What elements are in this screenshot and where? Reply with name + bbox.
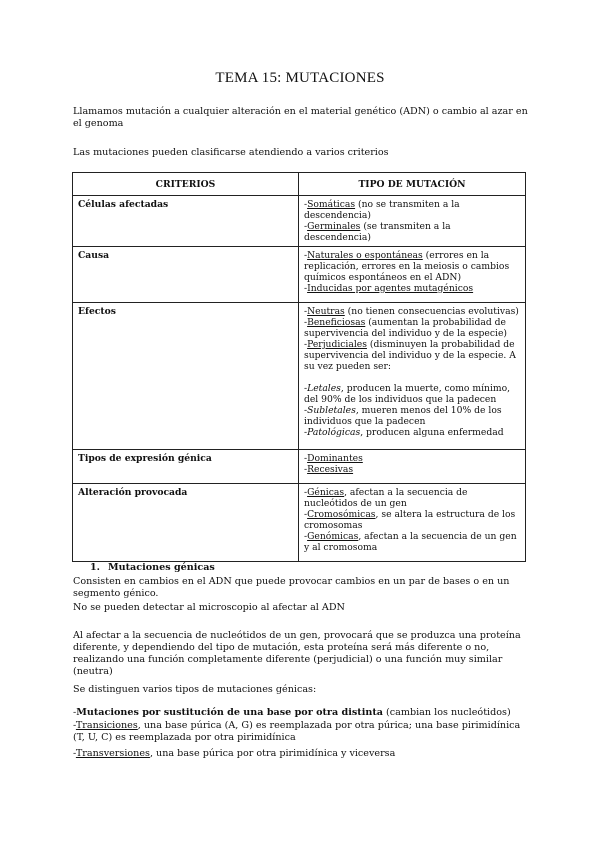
- tipo-cell: [298, 450, 525, 484]
- tipo-line: -Somáticas (no se transmiten a la descendencia): [303, 199, 460, 221]
- section-paragraph-2: No se pueden detectar al microscopio al afectar al ADN: [73, 602, 345, 613]
- criterio-cell: Alteración provocada: [73, 484, 299, 562]
- tipo-term: Perjudiciales: [307, 339, 367, 350]
- tipo-cell: [298, 196, 525, 247]
- criteria-table: [72, 172, 526, 562]
- sustitucion-desc: (cambian los nucleótidos): [382, 707, 511, 718]
- tipo-term: Neutras: [307, 306, 345, 317]
- tipo-cell: [298, 303, 525, 450]
- table-row: [73, 484, 526, 562]
- subtipo-term: Patológicas: [307, 427, 361, 438]
- subtipo-term: Letales: [307, 383, 341, 394]
- transversiones-line: -Transversiones, una base púrica por otra pirimidínica y viceversa: [73, 748, 396, 759]
- table-row: [73, 196, 526, 247]
- criterio-cell: Causa: [73, 247, 299, 303]
- transiciones-term: Transiciones: [75, 720, 138, 731]
- tipo-line: -Beneficiosas (aumentan la probabilidad de supervivencia del individuo y de la especie): [303, 317, 507, 339]
- criterio-cell: Tipos de expresión génica: [73, 450, 299, 484]
- transversiones-term: Transversiones: [75, 748, 150, 759]
- transiciones-line: -Transiciones, una base púrica (A, G) es reemplazada por otra púrica; una base pirimidínica (T, U, C) es reemplazada por otra pirimidínica: [73, 720, 521, 743]
- tipo-term: Inducidas por agentes mutagénicos: [307, 283, 474, 294]
- tipo-term: Dominantes: [307, 453, 363, 464]
- intro-paragraph: Llamamos mutación a cualquier alteración en el material genético (ADN) o cambio al azar en el genoma: [73, 106, 528, 129]
- tipo-term: Beneficiosas: [307, 317, 366, 328]
- tipo-desc: (no se transmiten a la descendencia): [303, 199, 460, 221]
- tipo-line: -Neutras (no tienen consecuencias evolutivas): [303, 306, 519, 317]
- tipo-term: Génicas: [307, 487, 345, 498]
- tipo-line: -Perjudiciales (disminuyen la probabilidad de supervivencia del individuo y de la especie. A su vez pueden ser:: [303, 339, 516, 372]
- section-paragraph-1: Consisten en cambios en el ADN que puede provocar cambios en un par de bases o en un segmento génico.: [73, 576, 510, 599]
- page-title: TEMA 15: MUTACIONES: [215, 70, 385, 86]
- tipo-line: -Dominantes: [303, 453, 363, 464]
- section-heading: [90, 562, 215, 573]
- tipo-line: -Inducidas por agentes mutagénicos: [303, 283, 474, 294]
- tipo-desc: , se altera la estructura de los cromosomas: [303, 509, 516, 531]
- subtipo-term: Subletales: [307, 405, 356, 416]
- subtipo-desc: , mueren menos del 10% de los individuos que la padecen: [303, 405, 502, 427]
- table-row: [73, 303, 526, 450]
- classify-paragraph: Las mutaciones pueden clasificarse atendiendo a varios criterios: [73, 147, 389, 158]
- tipo-term: Recesivas: [307, 464, 354, 475]
- tipo-line: -Génicas, afectan a la secuencia de nucleótidos de un gen: [303, 487, 468, 509]
- subtipo-desc: , producen alguna enfermedad: [360, 427, 504, 438]
- tipo-term: Genómicas: [307, 531, 359, 542]
- tipo-desc: (se transmiten a la descendencia): [303, 221, 451, 243]
- table-header-row: [73, 173, 526, 196]
- tipo-line: -Cromosómicas, se altera la estructura de los cromosomas: [303, 509, 516, 531]
- section-number: 1.: [90, 562, 101, 573]
- table-row: [73, 247, 526, 303]
- transversiones-desc: , una base púrica por otra pirimidínica y viceversa: [149, 748, 396, 759]
- section-paragraph-4: Se distinguen varios tipos de mutaciones génicas:: [73, 684, 317, 695]
- tipo-desc: , afectan a la secuencia de un gen y al cromosoma: [303, 531, 517, 553]
- tipo-desc: (disminuyen la probabilidad de supervivencia del individuo y de la especie. A su vez pueden ser:: [303, 339, 516, 372]
- subtipo-line: -Subletales, mueren menos del 10% de los individuos que la padecen: [303, 405, 502, 427]
- tipo-desc: (aumentan la probabilidad de supervivencia del individuo y de la especie): [303, 317, 507, 339]
- header-criterios: CRITERIOS: [73, 173, 299, 196]
- sustitucion-line: -Mutaciones por sustitución de una base por otra distinta (cambian los nucleótidos): [73, 707, 511, 718]
- tipo-cell: [298, 484, 525, 562]
- table-row: [73, 450, 526, 484]
- tipo-line: -Genómicas, afectan a la secuencia de un gen y al cromosoma: [303, 531, 517, 553]
- criterio-cell: Efectos: [73, 303, 299, 450]
- transiciones-desc: , una base púrica (A, G) es reemplazada por otra púrica; una base pirimidínica (T, U, C) es reemplazada por otra pirimidínica: [73, 720, 521, 743]
- tipo-line: -Naturales o espontáneas (errores en la replicación, errores en la meiosis o cambios químicos espontáneos en el ADN): [303, 250, 510, 283]
- criterio-cell: Células afectadas: [73, 196, 299, 247]
- tipo-term: Germinales: [307, 221, 361, 232]
- section-paragraph-3: Al afectar a la secuencia de nucleótidos de un gen, provocará que se produzca una proteína diferente, y dependiendo del tipo de mutación, esta proteína será más diferente o no, realizando una función completamente diferente (perjudicial) o una función muy similar (neutra): [73, 630, 521, 677]
- tipo-cell: [298, 247, 525, 303]
- subtipo-desc: , producen la muerte, como mínimo, del 90% de los individuos que la padecen: [303, 383, 511, 405]
- tipo-term: Somáticas: [307, 199, 356, 210]
- subtipo-line: -Letales, producen la muerte, como mínimo, del 90% de los individuos que la padecen: [303, 383, 511, 405]
- header-tipo: TIPO DE MUTACIÓN: [298, 173, 525, 196]
- tipo-desc: (no tienen consecuencias evolutivas): [344, 306, 519, 317]
- tipo-desc: , afectan a la secuencia de nucleótidos de un gen: [303, 487, 468, 509]
- tipo-term: Naturales o espontáneas: [307, 250, 423, 261]
- subtipo-line: -Patológicas, producen alguna enfermedad: [303, 427, 504, 438]
- section-title: Mutaciones génicas: [108, 562, 215, 573]
- tipo-line: -Germinales (se transmiten a la descendencia): [303, 221, 451, 243]
- tipo-line: -Recesivas: [303, 464, 354, 475]
- sustitucion-title: Mutaciones por sustitución de una base por otra distinta: [76, 707, 383, 718]
- tipo-term: Cromosómicas: [307, 509, 376, 520]
- tipo-desc: (errores en la replicación, errores en la meiosis o cambios químicos espontáneos en el ADN): [303, 250, 510, 283]
